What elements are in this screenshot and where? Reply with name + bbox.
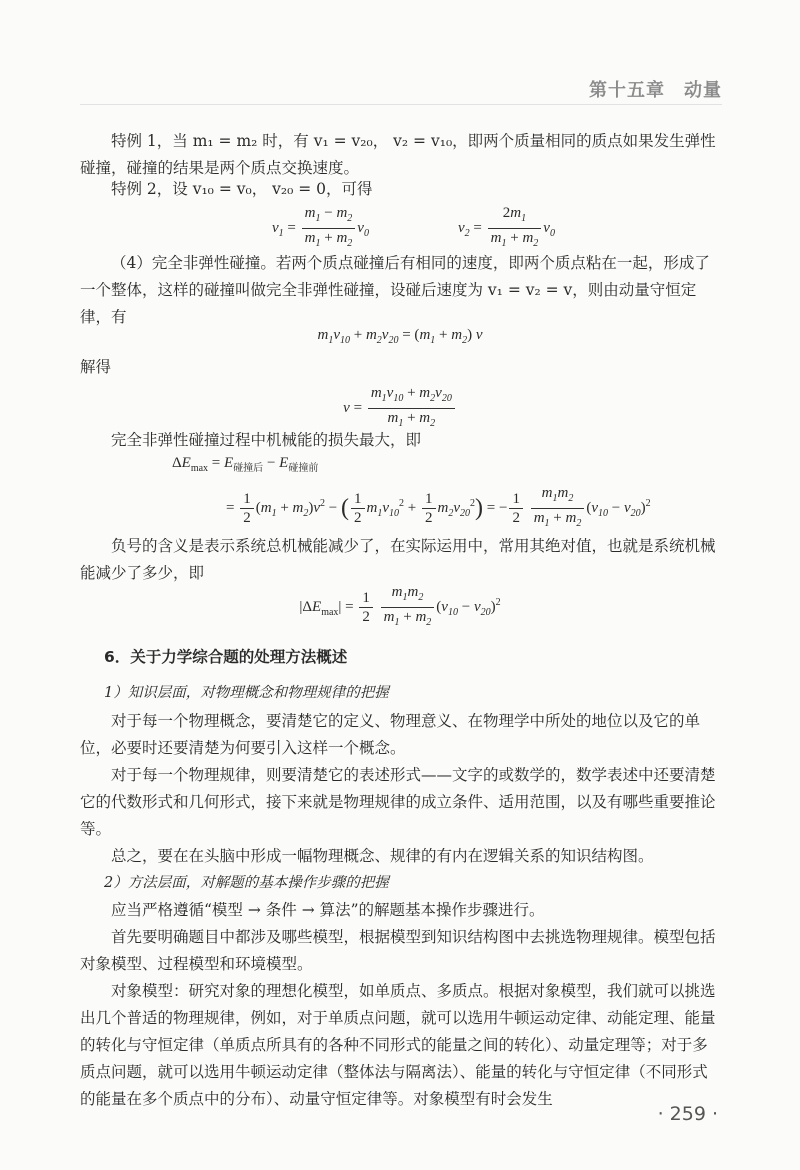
subheading-knowledge: 1）知识层面，对物理概念和物理规律的把握: [104, 685, 389, 701]
equation-momentum-conservation: $m_1v_{10} + m_2v_{20} = (m_1 + m_2)$ v: [317, 327, 483, 346]
paragraph-negative-sign: 负号的含义是表示系统总机械能减少了，在实际运用中，常用其绝对值，也就是系统机械能减少了多少，即: [80, 537, 716, 582]
paragraph-energy-loss: 完全非弹性碰撞过程中机械能的损失最大，即: [111, 431, 422, 449]
paragraph-special-case-2: 特例 2，设 v₁₀ = v₀， v₂₀ = 0，可得: [111, 180, 373, 198]
paragraph-object-model: 对象模型：研究对象的理想化模型，如单质点、多质点。根据对象模型，我们就可以挑选出几个普适的物理规律，例如，对于单质点问题，就可以选用牛顿运动定律、动能定理、能量的转化与守恒定律（单质点所具有的各种不同形式的能量之间的转化）、动量定理等；对于多质点问题，就可以选用牛顿运动定律（整体法与隔离法）、能量的转化与守恒定律（不同形式的能量在多个质点中的分布）、动量守恒定律等。对象模型有时会发生: [80, 982, 716, 1108]
label-before-collision: 碰撞前: [288, 463, 319, 474]
header-rule: [80, 104, 722, 105]
equation-common-velocity: v = $\frac{m_1v_{10} + m_2v_{20}}{m_1 + m_2}$: [80, 384, 720, 433]
paragraph-special-case-1: 特例 1，当 m₁ = m₂ 时，有 v₁ = v₂₀， v₂ = v₁₀，即两个质量相同的质点如果发生弹性碰撞，碰撞的结果是两个质点交换速度。: [80, 132, 716, 177]
section-title: 6．关于力学综合题的处理方法概述: [104, 648, 348, 666]
equation-energy-loss-expansion: = $\frac{1}{2}$ $(m_1 + m_2)v^2$ − ( $\frac{1}{2}$ $m_1v_{10}^2$ + $\frac{1}{2}$ $m_2v_{20}^2$) = − $\frac{1}{2}$ $\frac{m_1m_2}{m_1 + m_2}$ $(v_{10} - v_{20})^2$: [226, 485, 651, 529]
paragraph-knowledge-concepts: 对于每一个物理概念，要清楚它的定义、物理意义、在物理学中所处的地位以及它的单位，必要时还要清楚为何要引入这样一个概念。: [80, 712, 701, 757]
paragraph-method-models: 首先要明确题目中都涉及哪些模型，根据模型到知识结构图中去挑选物理规律。模型包括对象模型、过程模型和环境模型。: [80, 928, 716, 973]
equation-v2: $v_2$ = $\frac{2m_1}{m_1 + m_2}$ $v_0$: [458, 205, 555, 249]
equation-absolute-energy-loss: $|\Delta E_{max}|$ = $\frac{1}{2}$ $\frac{m_1m_2}{m_1 + m_2}$ $(v_{10} - v_{20})^2$: [299, 584, 501, 628]
label-max: max: [190, 463, 209, 474]
label-after-collision: 碰撞后: [233, 463, 264, 474]
subheading-method: 2）方法层面，对解题的基本操作步骤的把握: [104, 875, 389, 891]
paragraph-method-steps: 应当严格遵循“模型 → 条件 → 算法”的解题基本操作步骤进行。: [111, 901, 545, 919]
paragraph-knowledge-laws: 对于每一个物理规律，则要清楚它的表述形式——文字的或数学的，数学表述中还要清楚它的代数形式和几何形式，接下来就是物理规律的成立条件、适用范围，以及有哪些重要推论等。: [80, 766, 716, 838]
paragraph-solve: 解得: [80, 358, 112, 376]
paragraph-inelastic-collision: （4）完全非弹性碰撞。若两个质点碰撞后有相同的速度，即两个质点粘在一起，形成了一个整体，这样的碰撞叫做完全非弹性碰撞，设碰后速度为 v₁ = v₂ = v，则由动量守恒定律，有: [80, 254, 710, 326]
equation-v1: $v_1$ = $\frac{m_1 - m_2}{m_1 + m_2}$ $v_0$: [272, 205, 369, 249]
paragraph-knowledge-summary: 总之，要在在头脑中形成一幅物理概念、规律的有内在逻辑关系的知识结构图。: [111, 847, 654, 865]
page-number: · 259 ·: [657, 1103, 718, 1125]
chapter-header: 第十五章 动量: [589, 80, 722, 101]
equation-energy-loss-definition: $\Delta E_{max} = E_{碰撞后} - E_{碰撞前}$: [172, 455, 319, 474]
